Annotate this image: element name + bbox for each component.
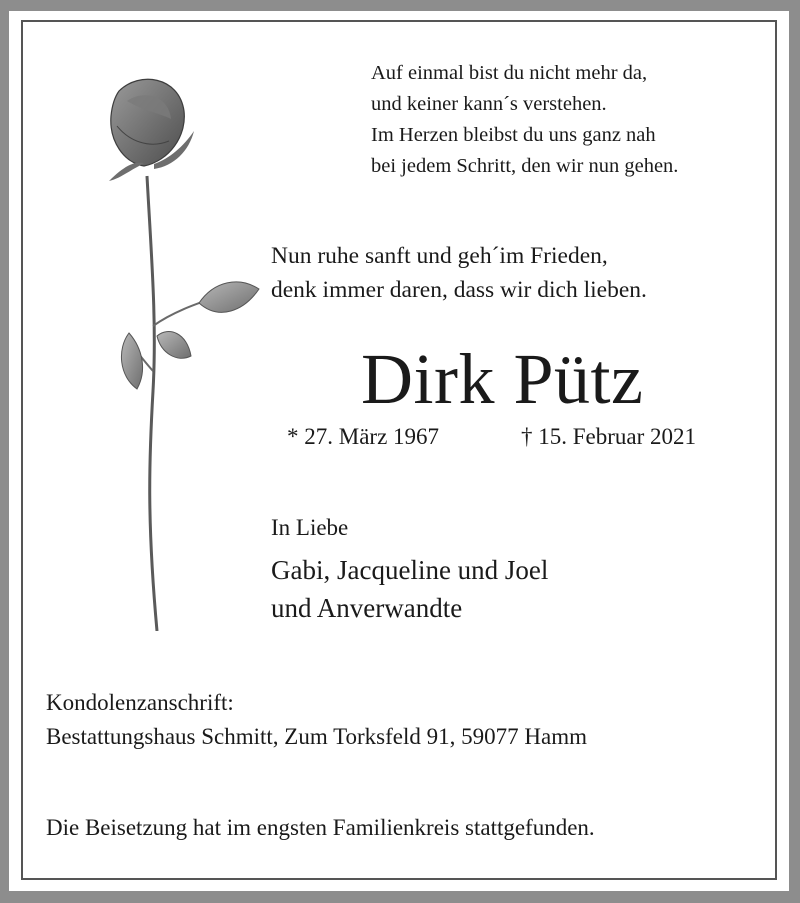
rose-stem (147, 176, 157, 631)
deceased-name: Dirk Pütz (361, 339, 644, 419)
poem-verse-middle (271, 239, 647, 307)
poem-line: Nun ruhe sanft und geh´im Frieden, (271, 243, 608, 269)
poem-line: Auf einmal bist du nicht mehr da, (371, 62, 648, 84)
poem-line: denk immer daren, dass wir dich lieben. (271, 277, 647, 303)
poem-verse-top (371, 58, 678, 182)
rose-leaf (199, 282, 259, 312)
mourner-line: und Anverwandte (271, 593, 463, 623)
rose-leaf (157, 332, 191, 359)
in-love-label: In Liebe (271, 515, 349, 540)
birth-date: * 27. März 1967 (287, 424, 440, 449)
poem-line: bei jedem Schritt, den wir nun gehen. (371, 155, 679, 177)
mourner-line: Gabi, Jacqueline und Joel (271, 555, 549, 585)
obituary-card (9, 11, 789, 891)
rose-illustration (99, 71, 269, 631)
condolence-label: Kondolenzanschrift: (46, 690, 234, 715)
mourners-list (271, 551, 548, 627)
condolence-address: Bestattungshaus Schmitt, Zum Torksfeld 91, 59077 Hamm (46, 724, 587, 749)
burial-note: Die Beisetzung hat im engsten Familienkreis stattgefunden. (46, 815, 595, 840)
poem-line: Im Herzen bleibst du uns ganz nah (371, 124, 656, 146)
rose-bloom (111, 79, 185, 166)
poem-line: und keiner kann´s verstehen. (371, 93, 607, 115)
condolence-block (46, 686, 587, 754)
death-date: † 15. Februar 2021 (521, 424, 697, 449)
rose-leaf (121, 333, 142, 389)
